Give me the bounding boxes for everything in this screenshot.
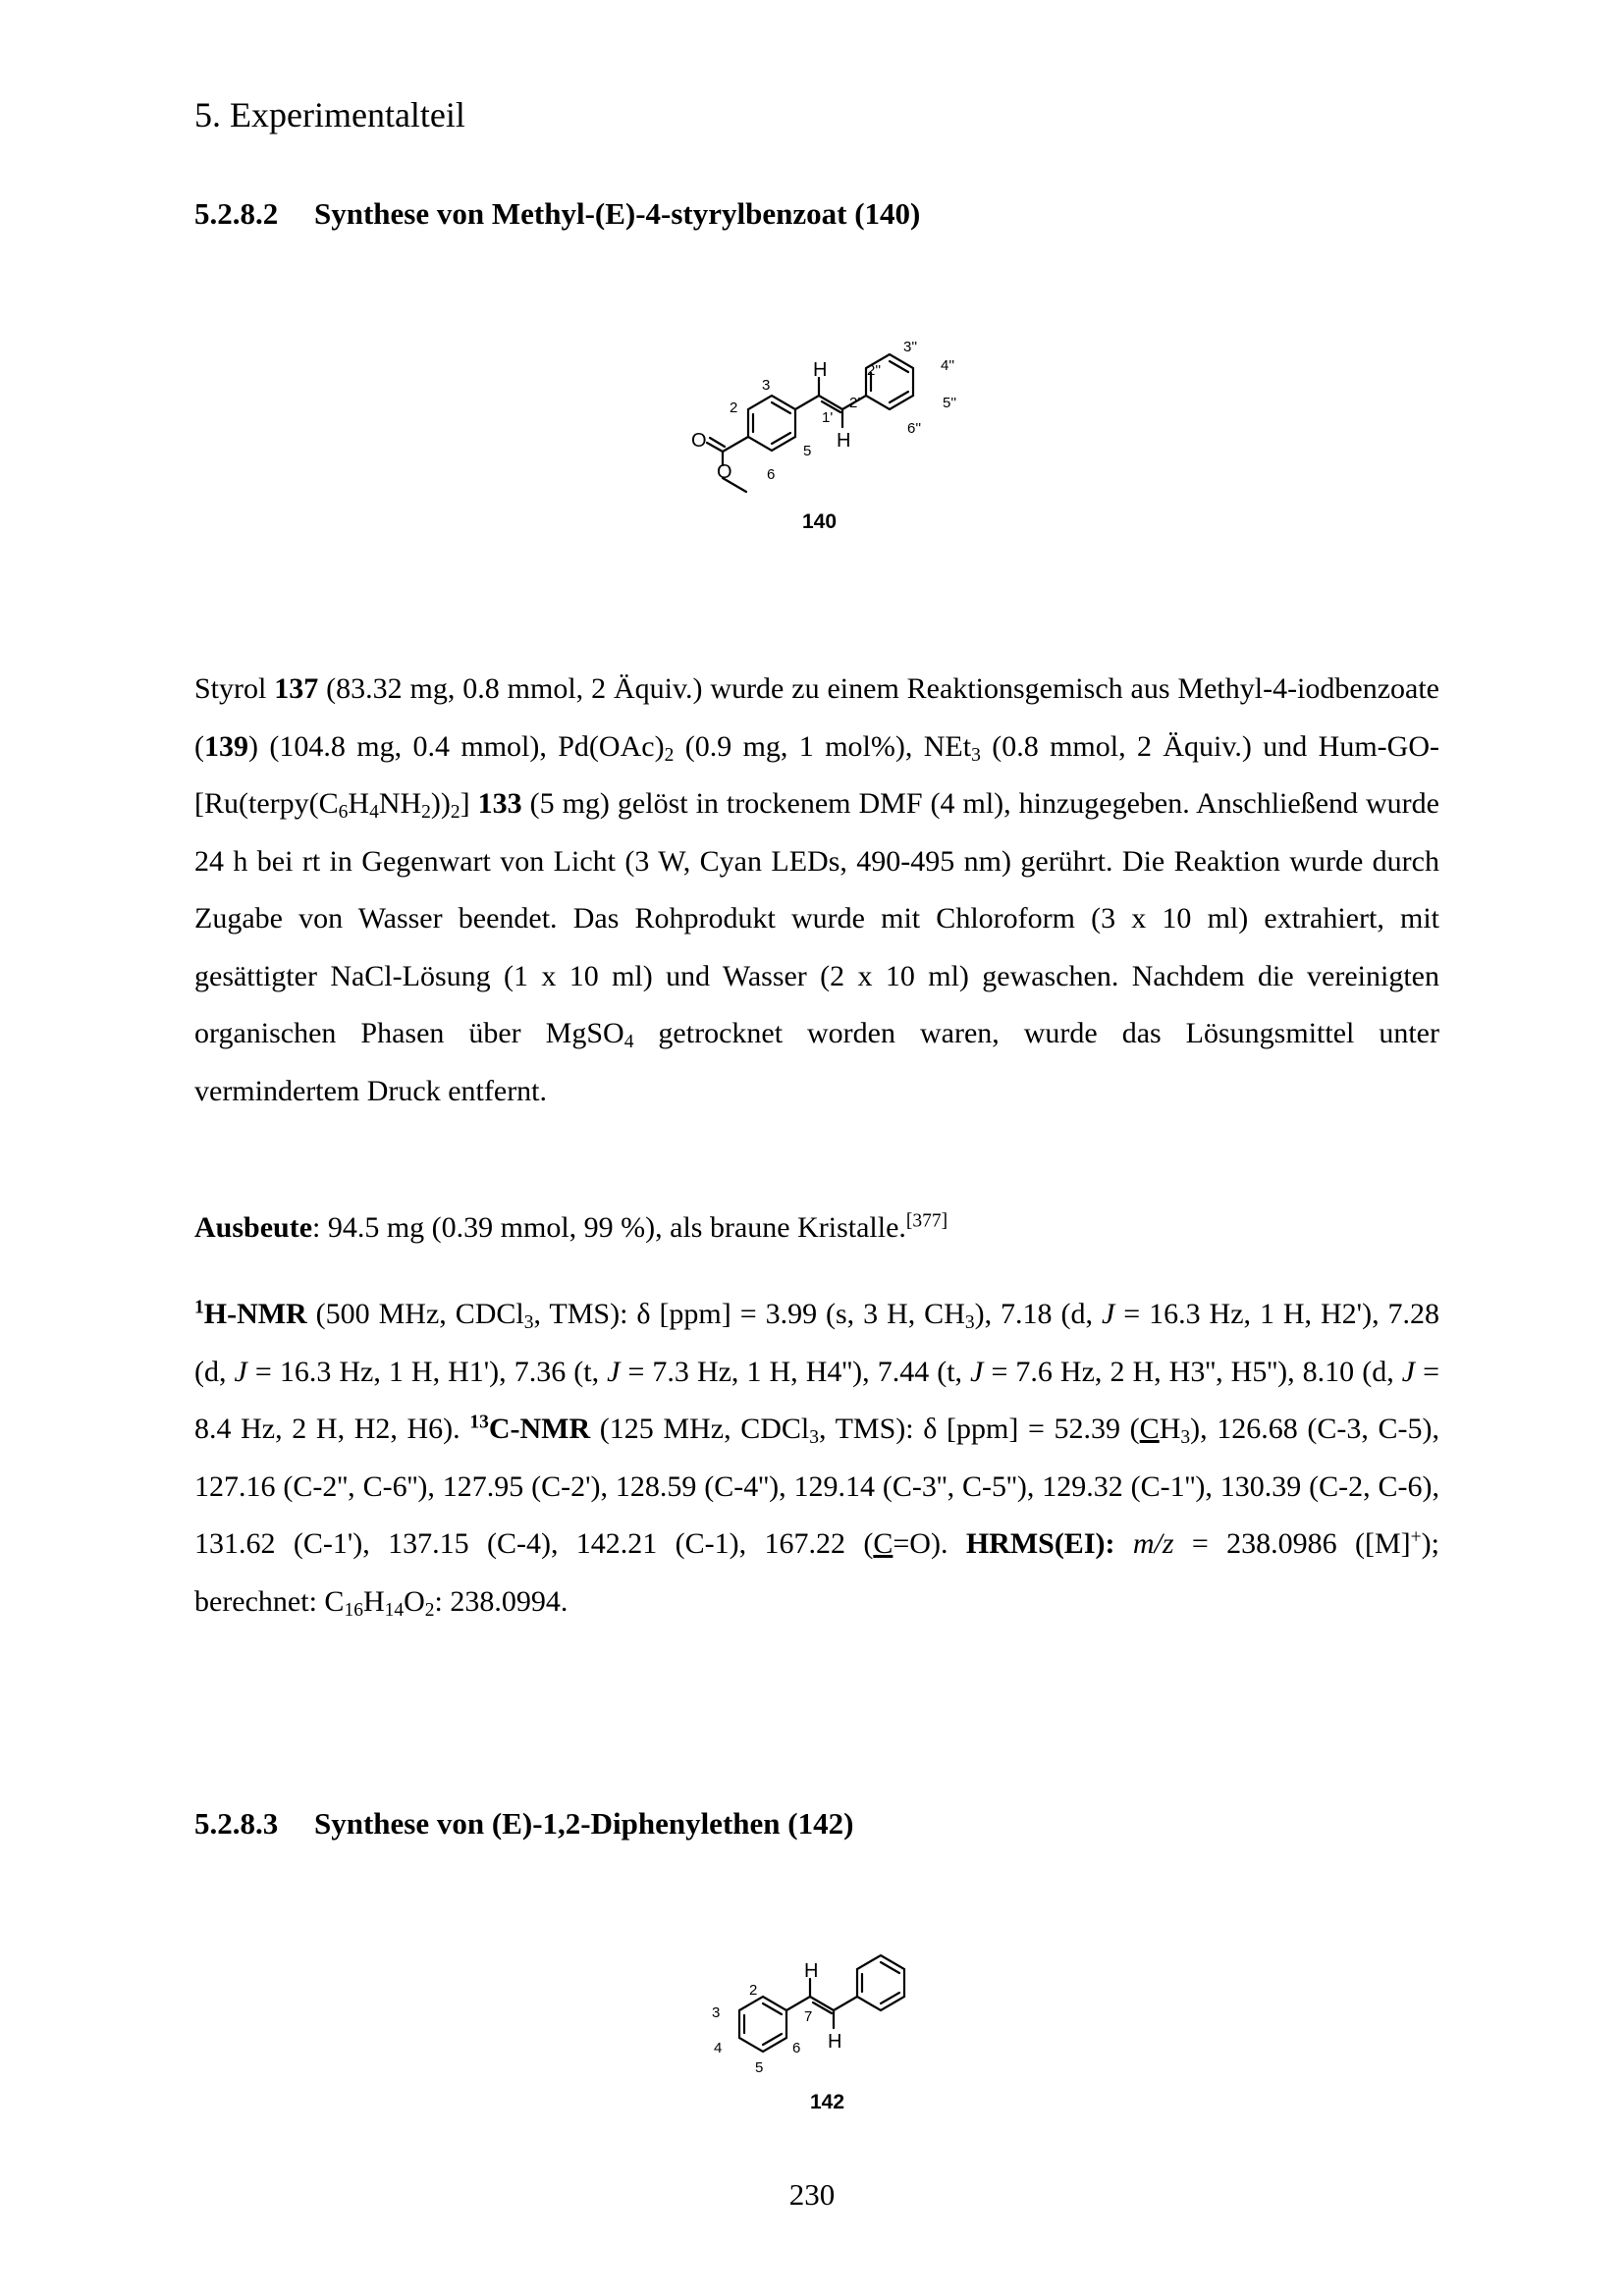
compound-label-142: 142 [810,2091,845,2113]
label-6: 6 [767,466,776,483]
section-heading-5-2-8-3 [194,1806,853,1842]
structure-142 [702,1949,957,2155]
label-5: 5 [803,443,812,459]
characterization-data: $^1$H-NMR (500 MHz, CDCl$_3$, TMS): δ [ppm] = 3.99 (s, 3 H, $CH_3$), 7.18 (d, J = 16.3 Hz, 1 H, H2'), 7.28 (d, J = 16.3 Hz, 1 H, H1'), 7.36 (t, J = 7.3 Hz, 1 H, H4''), 7.44 (t, J = 7.6 Hz, 2 H, H3'', H5''), 8.10 (d, J = 8.4 Hz, 2 H, H2, H6). $^{13}$C-NMR (125 MHz, CDCl$_3$, TMS): δ [ppm] = 52.39 $(CH_3)$, 126.68 (C-3, C-5), 127.16 (C-2'', C-6''), 127.95 (C-2'), 128.59 (C-4''), 129.14 (C-3'', C-5''), 129.32 (C-1''), 130.39 (C-2, C-6), 131.62 (C-1'), 137.15 (C-4), 142.21 (C-1), 167.22 (C=O). HRMS(EI): m/z = 238.0986 ([M]+); berechnet: $C_{16}H_{14}O_2$: 238.0994. [194,1297,1440,1621]
label-4pp: 4'' [941,357,955,374]
section-number: 5.2.8.2 [194,196,279,231]
label-2: 2 [730,400,738,416]
label-5pp: 5'' [943,395,957,411]
label-3: 3 [762,377,771,394]
atom-o-carbonyl: O [691,430,707,452]
atom-h-top: H [804,1960,819,1982]
label-3: 3 [712,2004,721,2021]
label-7: 7 [804,2008,813,2025]
chapter-heading: 5. Experimentalteil [194,95,465,134]
yield-line: Ausbeute: 94.5 mg (0.39 mmol, 99 %), als braune Kristalle.[377] [194,1210,948,1244]
label-3pp: 3'' [903,339,918,355]
label-2: 2 [749,1982,758,1999]
atom-h-bottom: H [837,430,851,452]
compound-label-140: 140 [802,510,838,533]
synthesis-procedure: Styrol 137 (83.32 mg, 0.8 mmol, 2 Äquiv.) wurde zu einem Reaktionsgemisch aus Methyl-4-iodbenzoate (139) (104.8 mg, 0.4 mmol), $Pd(OAc)_2$ (0.9 mg, 1 mol%), NEt$_3$ (0.8 mmol, 2 Äquiv.) und Hum-$GO-[Ru(terpy(C_6H_4NH_2))_2]$ 133 (5 mg) gelöst in trockenem DMF (4 ml), hinzugegeben. Anschließend wurde 24 h bei rt in Gegenwart von Licht (3 W, Cyan LEDs, 490-495 nm) gerührt. Die Reaktion wurde durch Zugabe von Wasser beendet. Das Rohprodukt wurde mit Chloroform (3 x 10 ml) extrahiert, mit gesättigter NaCl-Lösung (1 x 10 ml) und Wasser (2 x 10 ml) gewaschen. Nachdem die vereinigten organischen Phasen über MgSO$_4$ getrocknet worden waren, wurde das Lösungsmittel unter vermindertem Druck entfernt. [194,672,1439,1107]
label-5: 5 [755,2059,764,2076]
label-4: 4 [714,2040,723,2056]
section-heading-5-2-8-2 [194,196,920,232]
label-6pp: 6'' [907,420,922,437]
label-1p: 1' [822,409,834,426]
structure-140 [668,324,992,550]
page-number: 230 [788,2177,836,2212]
label-2pp: 2'' [867,362,882,379]
atom-h-top: H [813,359,828,381]
section-number: 5.2.8.3 [194,1806,279,1841]
section-title: Synthese von Methyl-(E)-4-styrylbenzoat (140) [314,196,921,231]
atom-h-bottom: H [828,2031,842,2053]
atom-o-ester: O [717,461,732,483]
label-6: 6 [792,2040,801,2056]
section-title: Synthese von (E)-1,2-Diphenylethen (142) [314,1806,854,1841]
label-2p: 2' [849,395,861,411]
